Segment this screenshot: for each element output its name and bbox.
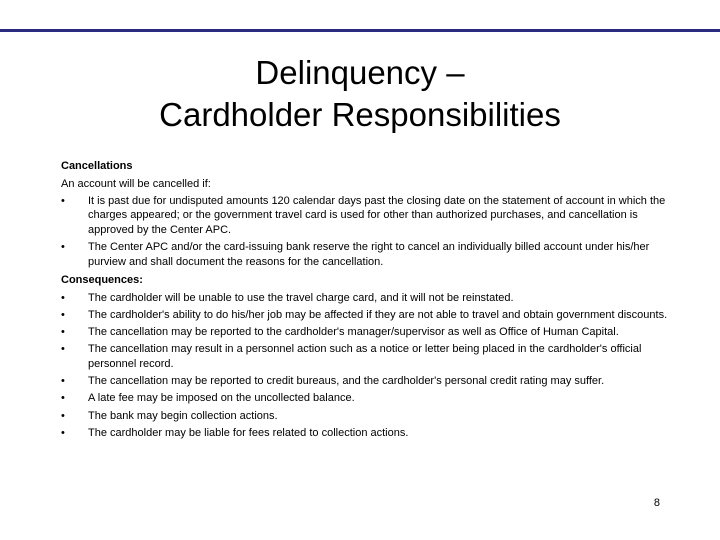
slide-title-line-1: Delinquency –	[255, 54, 465, 91]
consequences-list	[61, 291, 671, 441]
consequences-item-text: The cancellation may be reported to credit bureaus, and the cardholder's personal credit rating may suffer.	[88, 375, 605, 388]
cancellations-intro: An account will be cancelled if:	[61, 178, 211, 191]
cancellations-heading: Cancellations	[61, 160, 133, 172]
bullet-icon: •	[61, 426, 65, 439]
page-number: 8	[653, 497, 660, 509]
top-rule	[0, 29, 720, 32]
bullet-icon: •	[61, 375, 65, 388]
bullet-icon: •	[61, 392, 65, 405]
bullet-icon: •	[61, 409, 65, 422]
cancellations-list	[61, 194, 671, 270]
slide-title	[0, 52, 720, 136]
slide-body	[61, 159, 671, 444]
consequences-heading: Consequences:	[61, 273, 143, 286]
bullet-icon: •	[61, 326, 65, 339]
consequences-list-item	[61, 426, 671, 441]
consequences-item-text: The cancellation may result in a personnel action such as a notice or letter being placed in the cardholder's official personnel record.	[88, 343, 642, 370]
consequences-item-text: A late fee may be imposed on the uncollected balance.	[88, 392, 355, 405]
slide-title-line-2: Cardholder Responsibilities	[159, 96, 561, 133]
bullet-icon: •	[61, 241, 65, 254]
consequences-list-item	[61, 374, 671, 389]
consequences-item-text: The cardholder will be unable to use the travel charge card, and it will not be reinstated.	[88, 291, 514, 304]
bullet-icon: •	[61, 343, 65, 356]
consequences-item-text: The cancellation may be reported to the cardholder's manager/supervisor as well as Office of Human Capital.	[88, 326, 619, 339]
consequences-list-item	[61, 291, 671, 306]
consequences-list-item	[61, 342, 671, 371]
bullet-icon: •	[61, 309, 65, 322]
cancellations-list-item	[61, 194, 671, 238]
consequences-list-item	[61, 409, 671, 424]
consequences-list-item	[61, 325, 671, 340]
bullet-icon: •	[61, 194, 65, 207]
cancellations-list-item	[61, 240, 671, 269]
consequences-item-text: The cardholder may be liable for fees related to collection actions.	[88, 426, 409, 439]
consequences-list-item	[61, 308, 671, 323]
consequences-item-text: The cardholder's ability to do his/her job may be affected if they are not able to travel and obtain government discounts.	[88, 309, 668, 322]
cancellations-item-text: It is past due for undisputed amounts 120 calendar days past the closing date on the statement of account in which the charges appeared; or the government travel card is used for other than authorized purchases, and cancellation is approved by the Center APC.	[88, 194, 666, 236]
consequences-list-item	[61, 391, 671, 406]
cancellations-item-text: The Center APC and/or the card-issuing bank reserve the right to cancel an individually billed account under his/her purview and shall document the reasons for the cancellation.	[88, 241, 650, 268]
bullet-icon: •	[61, 291, 65, 304]
consequences-item-text: The bank may begin collection actions.	[88, 409, 278, 422]
